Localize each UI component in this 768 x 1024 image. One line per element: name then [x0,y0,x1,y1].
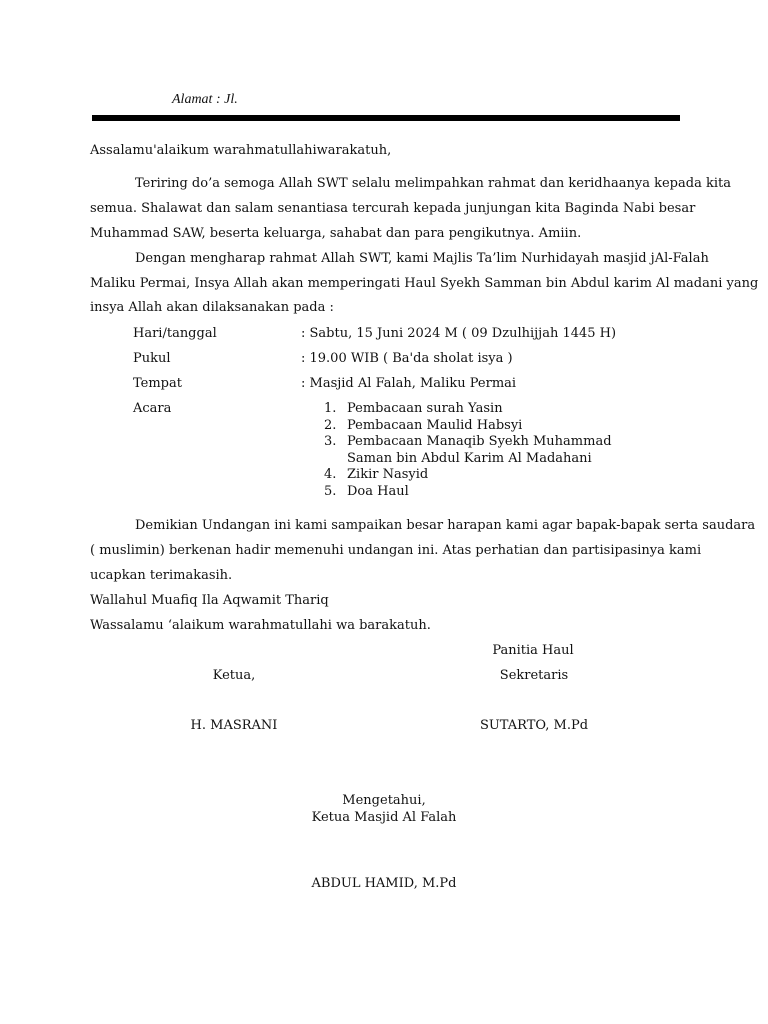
paragraph-2-line-3: insya Allah akan dilaksanakan pada : [90,300,334,315]
agenda-item-text: Doa Haul [347,483,409,499]
wassalamu-line: Wassalamu ‘alaikum warahmatullahi wa barakatuh. [90,618,431,633]
paragraph-2-line-2: Maliku Permai, Insya Allah akan memperingati Haul Syekh Samman bin Abdul karim Al madani yang [90,276,759,291]
detail-value-place: : Masjid Al Falah, Maliku Permai [301,376,517,391]
paragraph-2-line-1: Dengan mengharap rahmat Allah SWT, kami Majlis Ta’lim Nurhidayah masjid jAl-Falah [135,251,709,266]
detail-label-day: Hari/tanggal [133,326,217,341]
agenda-item-number: 5. [324,483,337,499]
agenda-item [320,434,647,467]
secretary-title: Sekretaris [499,668,569,683]
agenda-item [320,467,680,484]
header-divider [92,115,680,121]
closing-line-3: ucapkan terimakasih. [90,568,233,583]
detail-label-place: Tempat [133,376,182,391]
wallahul-line: Wallahul Muafiq Ila Aqwamit Thariq [90,593,329,608]
detail-label-event: Acara [133,401,172,416]
agenda-item-text: Pembacaan Maulid Habsyi [347,417,523,433]
paragraph-1-line-3: Muhammad SAW, beserta keluarga, sahabat dan para pengikutnya. Amiin. [90,226,582,241]
paragraph-1-line-1: Teriring do’a semoga Allah SWT selalu melimpahkan rahmat dan keridhaanya kepada kita [135,176,731,191]
closing-line-1: Demikian Undangan ini kami sampaikan besar harapan kami agar bapak-bapak serta saudara [135,518,756,533]
detail-value-time: : 19.00 WIB ( Ba'da sholat isya ) [301,351,513,366]
committee-title: Panitia Haul [492,643,574,658]
agenda-item-number: 2. [324,417,337,433]
agenda-item [320,484,680,501]
agenda-item-number: 3. [324,434,337,449]
mosque-chair-name: ABDUL HAMID, M.Pd [311,876,457,891]
agenda-item-number: 4. [324,467,337,482]
agenda-item-text: Zikir Nasyid [347,467,429,482]
chair-title: Ketua, [212,668,256,683]
agenda-item-text: Pembacaan Manaqib Syekh Muhammad Saman bin Abdul Karim Al Madahani [347,434,612,466]
chair-name: H. MASRANI [190,718,278,733]
detail-label-time: Pukul [133,351,171,366]
closing-line-2: ( muslimin) berkenan hadir memenuhi undangan ini. Atas perhatian dan partisipasinya kami [90,543,702,558]
mosque-chair-title: Ketua Masjid Al Falah [311,810,457,825]
address-line: Alamat : Jl. [172,92,238,107]
agenda-item [320,418,680,435]
agenda-item-number: 1. [324,401,337,416]
agenda-item [320,401,680,418]
greeting: Assalamu'alaikum warahmatullahiwarakatuh, [90,143,392,158]
agenda-item-text: Pembacaan surah Yasin [347,401,503,416]
secretary-name: SUTARTO, M.Pd [479,718,589,733]
acknowledged-label: Mengetahui, [342,793,426,808]
paragraph-1-line-2: semua. Shalawat dan salam senantiasa tercurah kepada junjungan kita Baginda Nabi besar [90,201,696,216]
agenda-list [320,401,680,500]
detail-value-day: : Sabtu, 15 Juni 2024 M ( 09 Dzulhijjah 1445 H) [301,326,617,341]
